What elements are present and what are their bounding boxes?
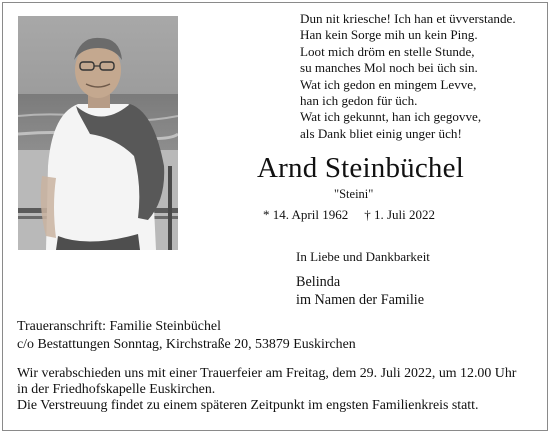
address-line: c/o Bestattungen Sonntag, Kirchstraße 20, 53879 Euskirchen [17, 337, 356, 352]
portrait-photo [18, 16, 178, 250]
notice-line: Die Verstreuung findet zu einem späteren Zeitpunkt im engsten Familienkreis statt. [17, 397, 479, 413]
poem-line: Wat ich gekunnt, han ich gegovve, [300, 109, 482, 125]
death-date: † 1. Juli 2022 [364, 207, 436, 222]
address-line: Traueranschrift: Familie Steinbüchel [17, 319, 221, 334]
mourners-signature [296, 273, 424, 309]
birth-date: * 14. April 1962 [263, 207, 349, 222]
mourner-family: im Namen der Familie [296, 292, 425, 308]
deceased-name: Arnd Steinbüchel [257, 152, 464, 184]
poem-line: Loot mich dröm en stelle Stunde, [300, 43, 475, 59]
poem-line: su manches Mol noch bei üch sin. [300, 60, 478, 76]
poem-line: Wat ich gedon en mingem Levve, [300, 76, 477, 92]
poem [300, 11, 540, 142]
notice-line: Wir verabschieden uns mit einer Trauerfeier am Freitag, dem 29. Juli 2022, um 12.00 Uhr [17, 366, 517, 381]
poem-line: Han kein Sorge mih un kein Ping. [300, 27, 478, 43]
deceased-nickname: "Steini" [334, 187, 374, 201]
condolence-address [17, 318, 356, 354]
poem-line: han ich gedon für üch. [300, 92, 418, 108]
mourner-name: Belinda [296, 274, 341, 290]
funeral-notice [17, 366, 516, 413]
poem-line: Dun nit kriesche! Ich han et üvverstande. [300, 11, 516, 26]
life-dates [263, 207, 435, 223]
notice-line: in der Friedhofskapelle Euskirchen. [17, 381, 216, 397]
mourners-intro: In Liebe und Dankbarkeit [296, 249, 430, 264]
poem-line: als Dank bliet einig unger üch! [300, 125, 462, 141]
